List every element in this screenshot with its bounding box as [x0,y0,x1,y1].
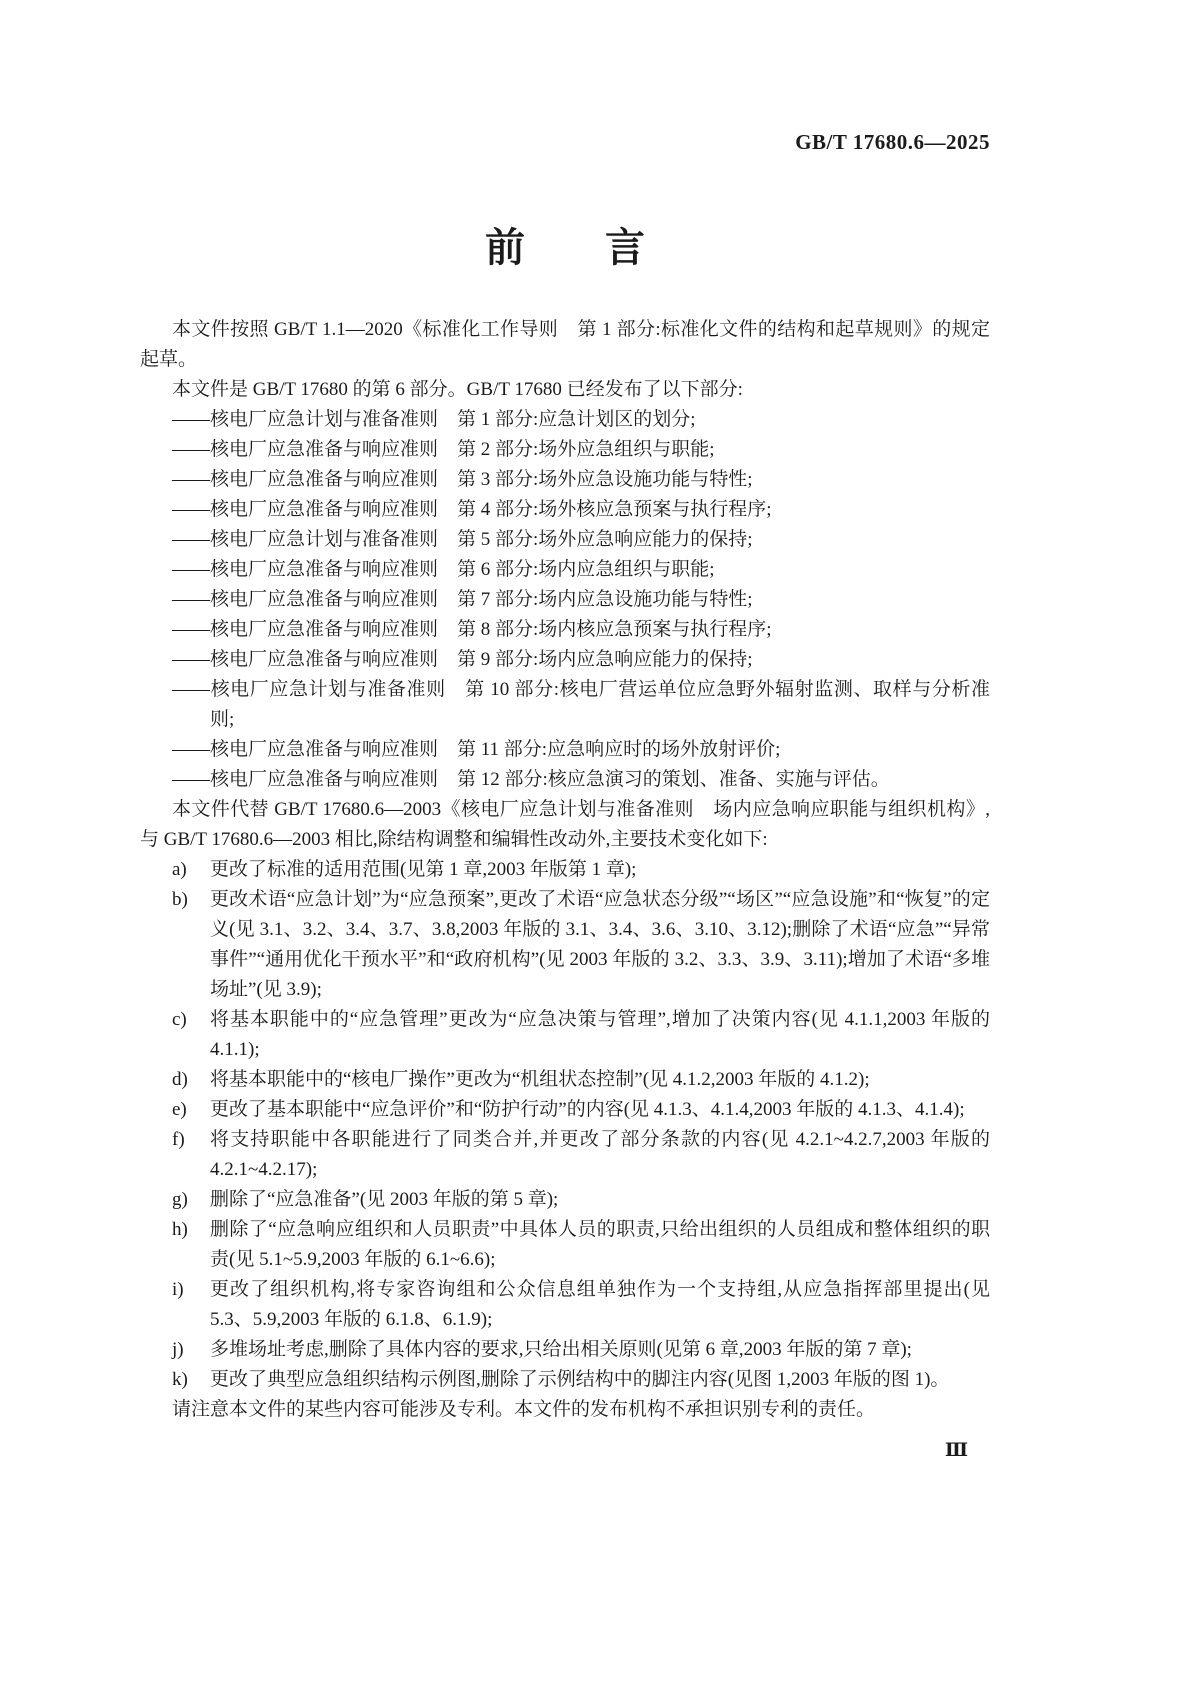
list-item-part-1: ——核电厂应急计划与准备准则 第 1 部分:应急计划区的划分; [172,409,696,430]
change-text: 更改了基本职能中“应急评价”和“防护行动”的内容(见 4.1.3、4.1.4,2003 年版的 4.1.3、4.1.4); [210,1099,965,1120]
change-label: a) [172,859,187,880]
content-area [140,0,990,1685]
list-item-part-7: ——核电厂应急准备与响应准则 第 7 部分:场内应急设施功能与特性; [172,589,753,610]
list-item-part-6: ——核电厂应急准备与响应准则 第 6 部分:场内应急组织与职能; [172,559,715,580]
change-text: 删除了“应急准备”(见 2003 年版的第 5 章); [210,1189,559,1210]
change-text: 更改术语“应急计划”为“应急预案”,更改了术语“应急状态分级”“场区”“应急设施”和“恢复”的定义(见 3.1、3.2、3.4、3.7、3.8,2003 年版的 3.1、3.4、3.6、3.10、3.12);删除了术语“应急”“异常事件”“通用优化干预水平”和“政府机构”(见 2003 年版的 3.2、3.3、3.9、3.11);增加了术语“多堆场址”(见 3.9); [210,889,990,1000]
page-number: Ⅲ [944,1440,968,1461]
list-item-part-4: ——核电厂应急准备与响应准则 第 4 部分:场外核应急预案与执行程序; [172,499,772,520]
change-text: 更改了组织机构,将专家咨询组和公众信息组单独作为一个支持组,从应急指挥部里提出(见 5.3、5.9,2003 年版的 6.1.8、6.1.9); [210,1279,990,1330]
doc-number: GB/T 17680.6—2025 [795,130,990,154]
change-label: i) [172,1279,184,1300]
list-item-part-8: ——核电厂应急准备与响应准则 第 8 部分:场内核应急预案与执行程序; [172,619,772,640]
list-item-change-k [140,1365,990,1395]
list-item-part-9: ——核电厂应急准备与响应准则 第 9 部分:场内应急响应能力的保持; [172,649,753,670]
list-item-change-j [140,1335,990,1365]
list-item-change-i [140,1275,990,1335]
change-label: f) [172,1129,185,1150]
list-item-part-11: ——核电厂应急准备与响应准则 第 11 部分:应急响应时的场外放射评价; [172,739,781,760]
list-item-part-10: ——核电厂应急计划与准备准则 第 10 部分:核电厂营运单位应急野外辐射监测、取样与分析准则; [172,679,990,730]
change-label: c) [172,1009,187,1030]
paragraph-drafting-basis: 本文件按照 GB/T 1.1—2020《标准化工作导则 第 1 部分:标准化文件的结构和起草规则》的规定起草。 [140,319,990,370]
technical-changes-list [140,855,990,1395]
change-text: 更改了标准的适用范围(见第 1 章,2003 年版第 1 章); [210,859,637,880]
list-item-change-a [140,855,990,885]
change-label: k) [172,1369,188,1390]
page-title: 前 言 [485,225,645,270]
change-text: 将基本职能中的“应急管理”更改为“应急决策与管理”,增加了决策内容(见 4.1.1,2003 年版的 4.1.1); [210,1009,990,1060]
list-item-change-g [140,1185,990,1215]
list-item-change-c [140,1005,990,1065]
list-item-change-h [140,1215,990,1275]
change-label: e) [172,1099,187,1120]
list-item-change-f [140,1125,990,1185]
foreword-body [140,315,990,1425]
change-text: 删除了“应急响应组织和人员职责”中具体人员的职责,只给出组织的人员组成和整体组织的职责(见 5.1~5.9,2003 年版的 6.1~6.6); [210,1219,990,1270]
list-item-change-d [140,1065,990,1095]
paragraph-part-statement: 本文件是 GB/T 17680 的第 6 部分。GB/T 17680 已经发布了以下部分: [172,379,743,400]
published-parts-list [140,405,990,795]
list-item-part-5: ——核电厂应急计划与准备准则 第 5 部分:场外应急响应能力的保持; [172,529,753,550]
list-item-part-2: ——核电厂应急准备与响应准则 第 2 部分:场外应急组织与职能; [172,439,715,460]
paragraph-replacement: 本文件代替 GB/T 17680.6—2003《核电厂应急计划与准备准则 场内应急响应职能与组织机构》,与 GB/T 17680.6—2003 相比,除结构调整和编辑性改动外,主要技术变化如下: [140,799,990,850]
list-item-change-e [140,1095,990,1125]
list-item-part-3: ——核电厂应急准备与响应准则 第 3 部分:场外应急设施功能与特性; [172,469,753,490]
change-label: d) [172,1069,188,1090]
change-text: 将支持职能中各职能进行了同类合并,并更改了部分条款的内容(见 4.2.1~4.2.7,2003 年版的 4.2.1~4.2.17); [210,1129,990,1180]
change-label: h) [172,1219,188,1240]
change-text: 将基本职能中的“核电厂操作”更改为“机组状态控制”(见 4.1.2,2003 年版的 4.1.2); [210,1069,870,1090]
page-footer [140,1432,990,1462]
change-label: g) [172,1189,188,1210]
paragraph-patent-note: 请注意本文件的某些内容可能涉及专利。本文件的发布机构不承担识别专利的责任。 [172,1399,876,1420]
change-text: 多堆场址考虑,删除了具体内容的要求,只给出相关原则(见第 6 章,2003 年版的第 7 章); [210,1339,912,1360]
list-item-change-b [140,885,990,1005]
change-label: j) [172,1339,184,1360]
change-text: 更改了典型应急组织结构示例图,删除了示例结构中的脚注内容(见图 1,2003 年版的图 1)。 [210,1369,950,1390]
change-label: b) [172,889,188,910]
list-item-part-12: ——核电厂应急准备与响应准则 第 12 部分:核应急演习的策划、准备、实施与评估。 [172,769,890,790]
